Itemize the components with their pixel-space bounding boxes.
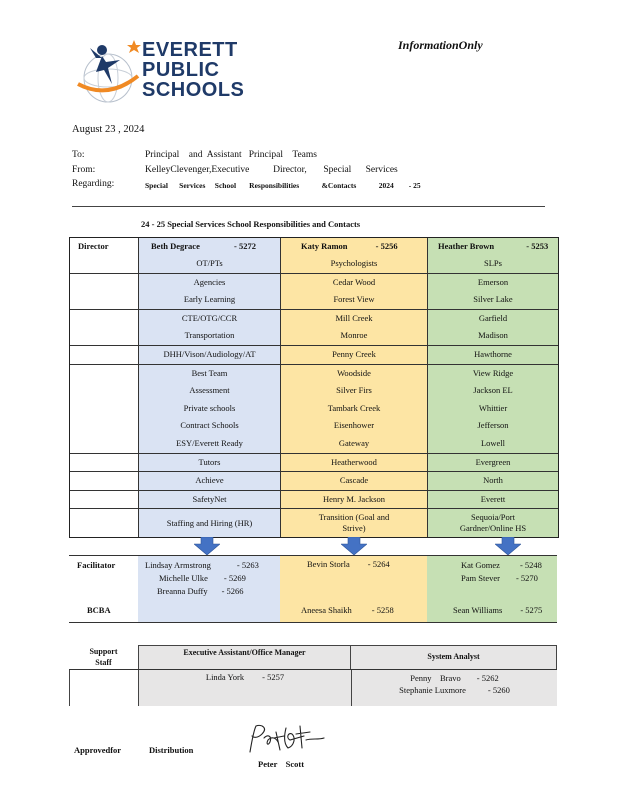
cell-line: Strive) <box>342 523 366 534</box>
cell-line: Cascade <box>339 475 369 486</box>
bcba-ext: - 5258 <box>371 605 394 615</box>
cell-line: Forest View <box>333 294 375 305</box>
logo-emblem-icon <box>72 38 144 110</box>
director-2 <box>281 238 428 255</box>
cell-line: North <box>483 475 503 486</box>
table-cell <box>428 255 558 273</box>
table-row <box>70 453 558 472</box>
memo-date: August 23 , 2024 <box>72 124 145 135</box>
director-3-name: Heather Brown <box>438 241 495 251</box>
memo-to-label: To: <box>72 150 85 160</box>
support-label-line-1: Support <box>89 647 118 656</box>
support-person-name: Stephanie Luxmore <box>399 685 466 695</box>
arrow-down-icon <box>495 537 521 555</box>
facilitator-name: Michelle Ulke <box>159 573 208 583</box>
row-label-cell <box>70 310 139 345</box>
facilitator-name: Lindsay Armstrong <box>145 560 211 570</box>
facilitator-section <box>69 555 557 623</box>
bcba-name: Sean Williams <box>453 605 503 615</box>
cell-line: Tutors <box>198 456 221 467</box>
cell-line: ESY/Everett Ready <box>176 437 243 448</box>
bcba-ext: - 5275 <box>520 605 543 615</box>
table-cell <box>281 454 428 472</box>
cell-line: Woodside <box>337 367 371 378</box>
support-col-2-people <box>351 670 557 706</box>
cell-line: Tambark Creek <box>327 402 381 413</box>
support-label-line-2: Staff <box>95 658 112 667</box>
support-person <box>352 684 557 696</box>
cell-line: Jefferson <box>477 420 509 431</box>
support-person <box>352 672 557 684</box>
table-cell <box>428 454 558 472</box>
support-spacer <box>69 670 138 706</box>
cell-line: Silver Firs <box>336 385 372 396</box>
cell-line: DHH/Vison/Audiology/AT <box>163 348 256 359</box>
table-cell <box>281 310 428 345</box>
facilitator-ext: - 5269 <box>223 573 246 583</box>
signature-image <box>244 722 328 756</box>
cell-line: Gateway <box>338 437 370 448</box>
table-row <box>70 255 558 273</box>
cell-line: Eisenhower <box>333 420 375 431</box>
cell-line: CTE/OTG/CCR <box>181 312 238 323</box>
signer-name: Peter Scott <box>258 759 305 769</box>
row-label-cell <box>70 454 139 472</box>
table-cell <box>139 491 281 509</box>
cell-line: Evergreen <box>475 456 511 467</box>
cell-line: Transition (Goal and <box>318 512 390 523</box>
support-staff-section <box>69 645 557 706</box>
approved-for-label: Approvedfor <box>74 745 122 755</box>
arrow-down-icon <box>341 537 367 555</box>
table-row <box>70 508 558 537</box>
cell-line: Staffing and Hiring (HR) <box>166 518 253 529</box>
table-cell <box>139 255 281 273</box>
table-cell <box>139 365 281 453</box>
facilitator-name: Bevin Storla <box>307 559 350 569</box>
support-col-1-header: Executive Assistant/Office Manager <box>138 645 351 669</box>
cell-line: Mill Creek <box>335 312 373 323</box>
cell-line: Assessment <box>189 385 230 396</box>
support-header-row <box>69 645 557 669</box>
table-row <box>70 345 558 364</box>
table-row <box>70 364 558 453</box>
table-cell <box>139 509 281 537</box>
cell-line: Sequoia/Port <box>471 512 515 523</box>
row-label-cell <box>70 274 139 309</box>
facilitator-ext: - 5248 <box>519 560 542 570</box>
director-2-name: Katy Ramon <box>301 241 348 251</box>
row-label-cell <box>70 509 139 537</box>
memo-from-label: From: <box>72 165 96 175</box>
information-only-note: InformationOnly <box>398 38 483 52</box>
support-person-name: Linda York <box>205 672 245 682</box>
row-label-cell <box>70 255 139 273</box>
support-col-2-header: System Analyst <box>351 645 557 669</box>
row-label-cell <box>70 365 139 453</box>
table-cell <box>281 274 428 309</box>
director-1-name: Beth Degrace <box>151 241 200 251</box>
table-cell <box>428 310 558 345</box>
logo-line-3: SCHOOLS <box>142 79 245 101</box>
cell-line: Emerson <box>477 276 509 287</box>
cell-line: Cedar Wood <box>332 276 376 287</box>
cell-line: SLPs <box>484 258 502 268</box>
facilitator-name: Pam Stever <box>461 573 500 583</box>
support-staff-label <box>69 645 138 669</box>
logo-line-1: EVERETT <box>142 39 238 61</box>
cell-line: OT/PTs <box>196 258 223 268</box>
support-person-ext: - 5257 <box>262 672 285 682</box>
cell-line: Early Learning <box>183 294 236 305</box>
memo-regarding-value: Special Services School Responsibilities &Contacts 2024 - 25 <box>145 181 421 190</box>
facilitator-item <box>461 559 542 572</box>
facilitator-name: Kat Gomez <box>461 560 500 570</box>
row-label-cell <box>70 491 139 509</box>
table-cell <box>281 365 428 453</box>
cell-line: Heatherwood <box>331 456 377 467</box>
cell-line: Gardner/Online HS <box>459 523 527 534</box>
cell-line: Jackson EL <box>473 385 513 396</box>
table-cell <box>428 509 558 537</box>
table-cell <box>139 310 281 345</box>
arrow-down-icon <box>194 537 220 555</box>
director-1-ext: - 5272 <box>233 241 256 251</box>
table-row <box>70 309 558 345</box>
memo-to-value: Principal and Assistant Principal Teams <box>145 150 317 160</box>
facilitator-ext: - 5264 <box>367 559 390 569</box>
cell-line: Garfield <box>478 312 508 323</box>
cell-line: Contract Schools <box>180 420 239 431</box>
facilitator-name: Breanna Duffy <box>157 586 208 596</box>
facilitator-ext: - 5263 <box>236 560 259 570</box>
facilitator-item <box>145 585 259 598</box>
table-cell <box>139 346 281 364</box>
bcba-2 <box>301 605 394 615</box>
table-cell <box>139 472 281 490</box>
district-logo <box>72 38 252 113</box>
cell-line: Monroe <box>340 330 368 341</box>
cell-line: View Ridge <box>472 367 514 378</box>
memo-from-value: KelleyClevenger,Executive Director, Special Services <box>145 165 398 175</box>
cell-line: Achieve <box>195 475 224 486</box>
table-row <box>70 471 558 490</box>
table-header-row <box>70 238 558 255</box>
facilitator-list-3 <box>461 559 542 585</box>
table-cell <box>428 346 558 364</box>
director-3-ext: - 5253 <box>526 241 549 251</box>
table-row <box>70 273 558 309</box>
facilitator-item <box>145 559 259 572</box>
support-col-1-people <box>138 670 351 706</box>
support-person-ext: - 5262 <box>476 673 499 683</box>
support-person-ext: - 5260 <box>487 685 510 695</box>
facilitator-label: Facilitator <box>77 560 116 570</box>
row-label-cell <box>70 472 139 490</box>
cell-line: Silver Lake <box>473 294 513 305</box>
cell-line: Transportation <box>184 330 235 341</box>
director-1 <box>139 238 281 255</box>
distribution-label: Distribution <box>149 745 194 755</box>
director-2-ext: - 5256 <box>375 241 398 251</box>
cell-line: Best Team <box>191 367 228 378</box>
cell-line: Everett <box>480 493 506 504</box>
cell-line: Penny Creek <box>332 348 376 359</box>
support-person-name: Penny Bravo <box>410 673 461 683</box>
facilitator-list-1 <box>145 559 259 598</box>
facilitator-item <box>461 572 542 585</box>
facilitator-list-2 <box>307 559 390 569</box>
table-cell <box>139 454 281 472</box>
table-row <box>70 490 558 509</box>
cell-line: Agencies <box>193 276 226 287</box>
bcba-label: BCBA <box>87 605 111 615</box>
facilitator-item <box>145 572 259 585</box>
table-cell <box>281 472 428 490</box>
table-cell <box>428 365 558 453</box>
cell-line: Henry M. Jackson <box>322 493 386 504</box>
table-cell <box>428 472 558 490</box>
facilitator-ext: - 5266 <box>221 586 244 596</box>
table-cell <box>428 274 558 309</box>
cell-line: Private schools <box>183 402 236 413</box>
table-cell <box>139 274 281 309</box>
cell-line: SafetyNet <box>192 493 227 504</box>
row-label-cell <box>70 346 139 364</box>
support-body-row <box>69 669 557 706</box>
memo-regarding-label: Regarding: <box>72 179 115 189</box>
table-cell <box>428 491 558 509</box>
bcba-name: Aneesa Shaikh <box>301 605 352 615</box>
cell-line: Psychologists <box>330 258 378 268</box>
logo-line-2: PUBLIC <box>142 59 220 81</box>
cell-line: Whittier <box>478 402 508 413</box>
logo-wordmark <box>142 40 244 100</box>
responsibilities-table <box>69 237 559 538</box>
cell-line: Madison <box>478 330 508 341</box>
header-divider <box>72 206 545 207</box>
director-label: Director <box>70 238 139 255</box>
table-cell <box>281 255 428 273</box>
table-title: 24 - 25 Special Services School Responsibilities and Contacts <box>141 219 361 229</box>
table-cell <box>281 346 428 364</box>
cell-line: Hawthorne <box>474 348 512 359</box>
cell-line: Lowell <box>480 437 506 448</box>
table-cell <box>281 491 428 509</box>
table-cell <box>281 509 428 537</box>
bcba-3 <box>453 605 542 615</box>
facilitator-ext: - 5270 <box>515 573 538 583</box>
table-body <box>70 255 558 537</box>
director-3 <box>428 238 558 255</box>
